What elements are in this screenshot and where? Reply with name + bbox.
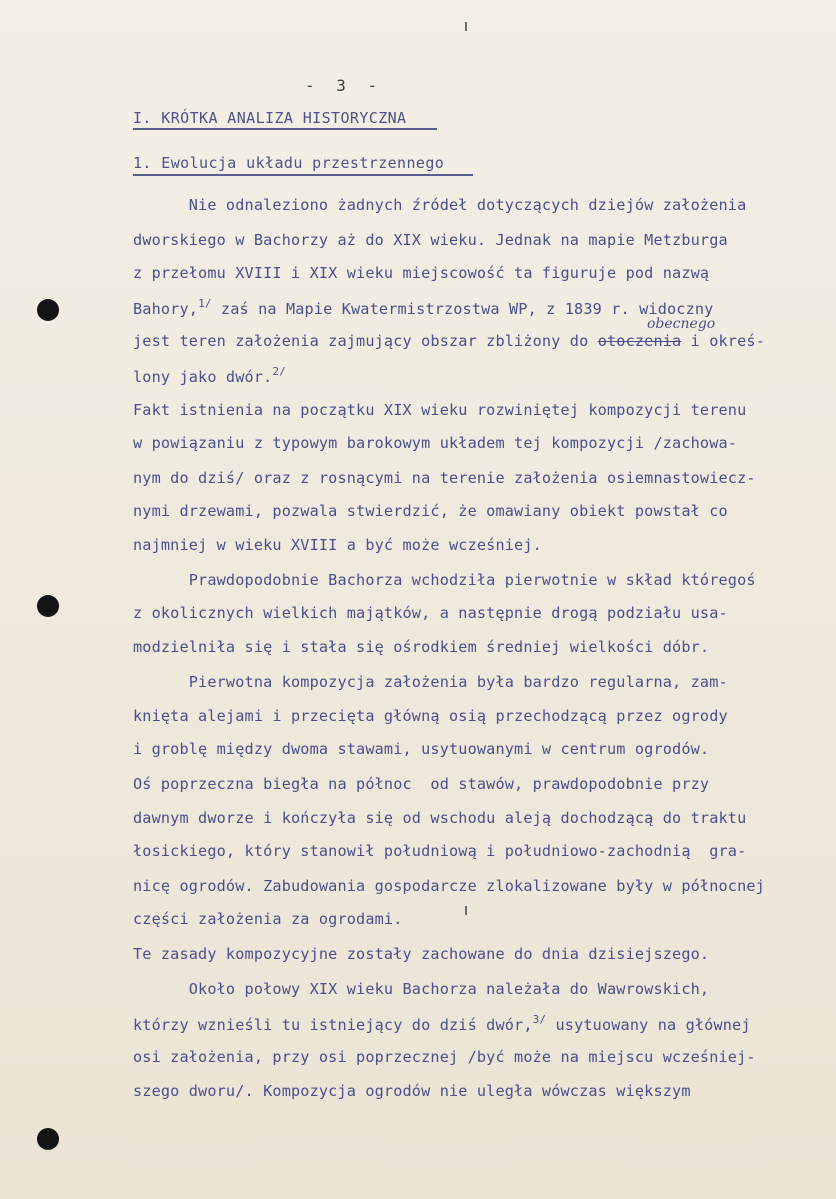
- text-line: Bahory,$^{1/}$ zaś na Mapie Kwatermistrzostwa WP, z 1839 r. widoczny: [133, 297, 714, 318]
- struck-word: otoczenia: [597, 332, 682, 350]
- fold-mark: [465, 906, 467, 915]
- text-line: najmniej w wieku XVIII a być może wcześniej.: [133, 536, 542, 554]
- text-line: Pierwotna kompozycja założenia była bardzo regularna, zam-: [133, 673, 728, 691]
- punch-hole: [37, 1128, 59, 1150]
- handwritten-correction: obecnego: [647, 316, 716, 332]
- section-title: I. KRÓTKA ANALIZA HISTORYCZNA: [133, 109, 407, 127]
- text-line: z przełomu XVIII i XIX wieku miejscowość ta figuruje pod nazwą: [133, 264, 710, 282]
- text-line: jest teren założenia zajmujący obszar zbliżony do otoczenia i okreś-: [133, 332, 765, 350]
- subsection-title-underline: [133, 174, 473, 176]
- text-line: osi założenia, przy osi poprzecznej /być może na miejscu wcześniej-: [133, 1048, 756, 1066]
- text-line: z okolicznych wielkich majątków, a następnie drogą podziału usa-: [133, 604, 728, 622]
- text-line: szego dworu/. Kompozycja ogrodów nie uległa wówczas większym: [133, 1082, 691, 1100]
- fold-mark: [465, 22, 467, 31]
- text-line: Fakt istnienia na początku XIX wieku rozwiniętej kompozycji terenu: [133, 401, 747, 419]
- text-line: i groblę między dwoma stawami, usytuowanymi w centrum ogrodów.: [133, 740, 710, 758]
- subsection-title: 1. Ewolucja układu przestrzennego: [133, 154, 445, 172]
- text-line: Te zasady kompozycyjne zostały zachowane do dnia dzisiejszego.: [133, 945, 710, 963]
- text-line: dworskiego w Bachorzy aż do XIX wieku. Jednak na mapie Metzburga: [133, 231, 728, 249]
- punch-hole: [37, 299, 59, 321]
- section-title-underline: [133, 128, 437, 130]
- punch-hole: [37, 595, 59, 617]
- footnote-ref: 3/: [532, 1013, 547, 1026]
- text-line: dawnym dworze i kończyła się od wschodu aleją dochodzącą do traktu: [133, 809, 747, 827]
- text-line: w powiązaniu z typowym barokowym układem tej kompozycji /zachowa-: [133, 434, 738, 452]
- page-number: - 3 -: [305, 76, 384, 95]
- footnote-ref: 1/: [198, 297, 212, 310]
- text-line: modzielniła się i stała się ośrodkiem średniej wielkości dóbr.: [133, 638, 710, 656]
- text-line: nicę ogrodów. Zabudowania gospodarcze zlokalizowane były w północnej: [133, 877, 765, 895]
- text-line: którzy wznieśli tu istniejący do dziś dwór,$^{3/}$ usytuowany na głównej: [133, 1013, 751, 1034]
- text-line: Nie odnaleziono żadnych źródeł dotyczących dziejów założenia: [133, 196, 747, 214]
- text-line: nym do dziś/ oraz z rosnącymi na terenie założenia osiemnastowiecz-: [133, 469, 756, 487]
- text-line: Prawdopodobnie Bachorza wchodziła pierwotnie w skład któregoś: [133, 571, 756, 589]
- text-line: Około połowy XIX wieku Bachorza należała do Wawrowskich,: [133, 980, 710, 998]
- footnote-ref: 2/: [272, 365, 286, 378]
- text-line: Oś poprzeczna biegła na północ od stawów, prawdopodobnie przy: [133, 775, 710, 793]
- text-line: knięta alejami i przecięta główną osią przechodzącą przez ogrody: [133, 707, 728, 725]
- text-line: części założenia za ogrodami.: [133, 910, 403, 928]
- text-line: łosickiego, który stanowił południową i południowo-zachodnią gra-: [133, 842, 747, 860]
- text-line: nymi drzewami, pozwala stwierdzić, że omawiany obiekt powstał co: [133, 502, 728, 520]
- text-line: lony jako dwór.$^{2/}$: [133, 365, 286, 386]
